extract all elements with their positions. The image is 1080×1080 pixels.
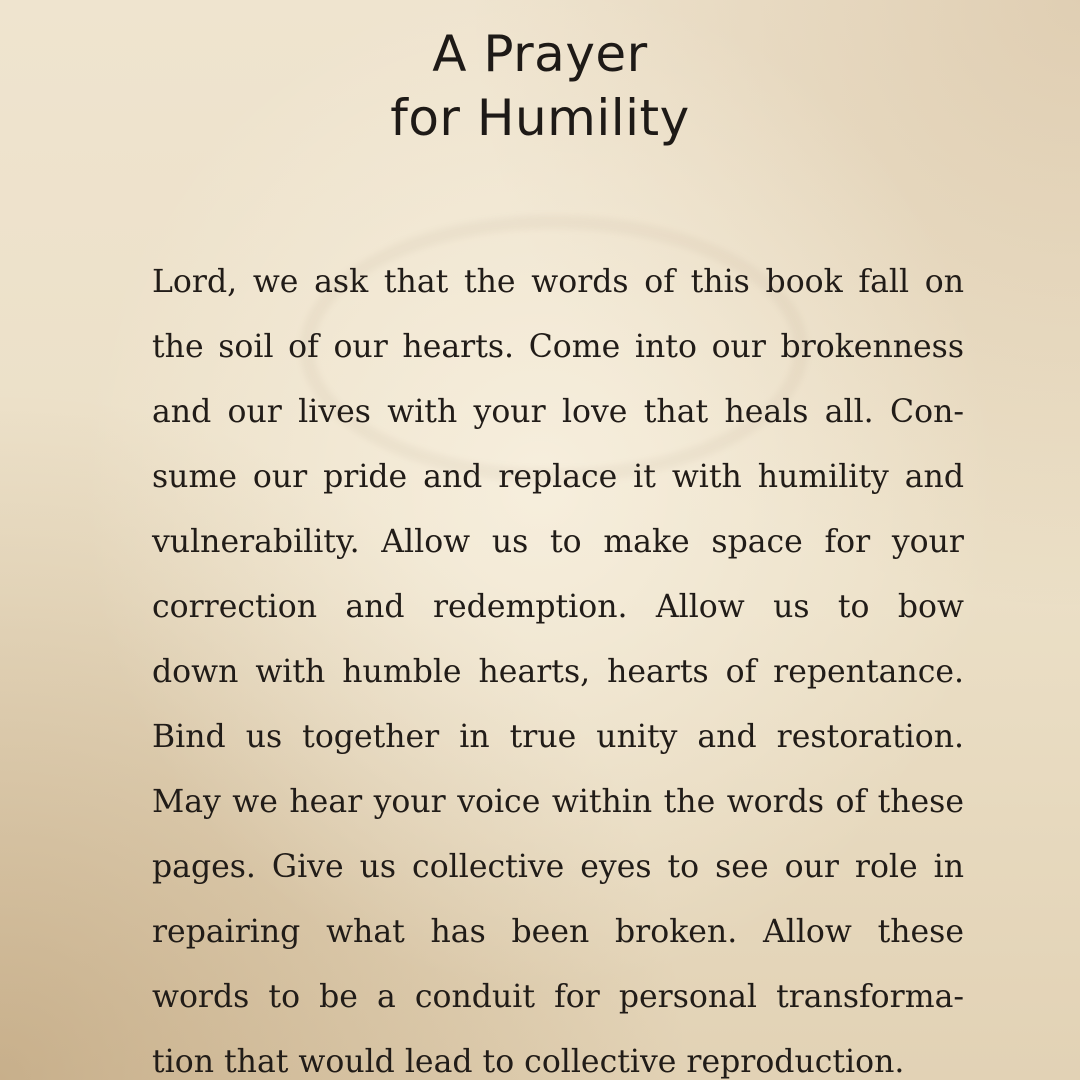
text-line: Bind us together in true unity and restoration.	[152, 719, 964, 755]
page-title	[0, 22, 1080, 150]
text-line: down with humble hearts, hearts of repentance.	[152, 654, 964, 690]
text-line: the soil of our hearts. Come into our brokenness	[152, 329, 964, 365]
text-line: correction and redemption. Allow us to bow	[152, 589, 964, 625]
text-line: vulnerability. Allow us to make space for your	[152, 524, 964, 560]
text-line: May we hear your voice within the words of these	[152, 784, 964, 820]
text-line: words to be a conduit for personal transforma-	[152, 979, 964, 1015]
text-line: tion that would lead to collective reproduction.	[152, 1044, 905, 1080]
text-line: and our lives with your love that heals all. Con-	[152, 394, 964, 430]
title-line-2: for Humility	[390, 89, 690, 147]
text-line: pages. Give us collective eyes to see our role in	[152, 849, 964, 885]
title-line-1: A Prayer	[432, 25, 648, 83]
text-line: sume our pride and replace it with humility and	[152, 459, 964, 495]
text-line: repairing what has been broken. Allow these	[152, 914, 964, 950]
text-line: Lord, we ask that the words of this book fall on	[152, 264, 964, 300]
